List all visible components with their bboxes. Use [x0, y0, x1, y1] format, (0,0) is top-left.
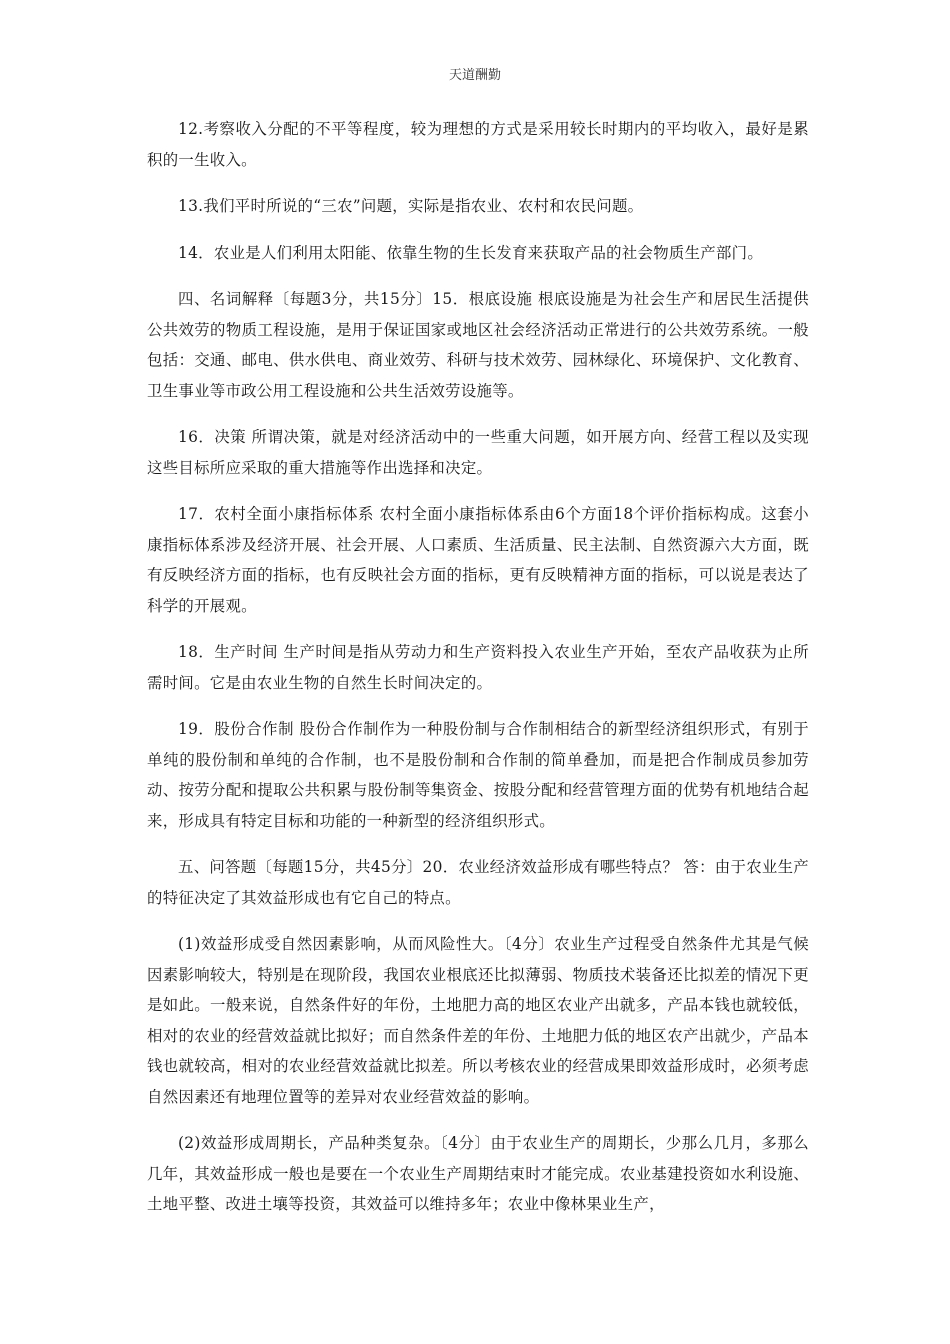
paragraph-section-five: 五、问答题〔每题15分，共45分〕20．农业经济效益形成有哪些特点？ 答：由于农业生产的特征决定了其效益形成也有它自己的特点。 [147, 858, 809, 907]
paragraph-18: 18．生产时间 生产时间是指从劳动力和生产资料投入农业生产开始，至农产品收获为止所需时间。它是由农业生物的自然生长时间决定的。 [147, 643, 809, 692]
paragraph-point-1: (1)效益形成受自然因素影响，从而风险性大。〔4分〕农业生产过程受自然条件尤其是气候因素影响较大，特别是在现阶段，我国农业根底还比拟薄弱、物质技术装备还比拟差的情况下更是如此。一般来说，自然条件好的年份，土地肥力高的地区农业产出就多，产品本钱也就较低，相对的农业的经营效益就比拟好；而自然条件差的年份、土地肥力低的地区农产出就少，产品本钱也就较高，相对的农业经营效益就比拟差。所以考核农业的经营成果即效益形成时，必须考虑自然因素还有地理位置等的差异对农业经营效益的影响。 [147, 935, 809, 1106]
paragraph-19: 19．股份合作制 股份合作制作为一种股份制与合作制相结合的新型经济组织形式，有别于单纯的股份制和单纯的合作制，也不是股份制和合作制的简单叠加，而是把合作制成员参加劳动、按劳分配和提取公共积累与股份制等集资金、按股分配和经营管理方面的优势有机地结合起来，形成具有特定目标和功能的一种新型的经济组织形式。 [147, 720, 809, 830]
paragraph-14: 14．农业是人们利用太阳能、依靠生物的生长发育来获取产品的社会物质生产部门。 [178, 243, 764, 262]
paragraph-13: 13.我们平时所说的“三农”问题，实际是指农业、农村和农民问题。 [178, 197, 644, 215]
paragraph-point-2: (2)效益形成周期长，产品种类复杂。〔4分〕由于农业生产的周期长，少那么几月，多那么几年，其效益形成一般也是要在一个农业生产周期结束时才能完成。农业基建投资如水利设施、土地平整、改进土壤等投资，其效益可以维持多年；农业中像林果业生产， [147, 1134, 809, 1213]
page-header: 天道酬勤 [448, 68, 501, 83]
paragraph-16: 16．决策 所谓决策，就是对经济活动中的一些重大问题，如开展方向、经营工程以及实现这些目标所应采取的重大措施等作出选择和决定。 [147, 428, 809, 477]
document-body [147, 114, 809, 1236]
paragraph-12: 12.考察收入分配的不平等程度，较为理想的方式是采用较长时期内的平均收入，最好是累积的一生收入。 [147, 120, 809, 169]
paragraph-17: 17．农村全面小康指标体系 农村全面小康指标体系由6个方面18个评价指标构成。这套小康指标体系涉及经济开展、社会开展、人口素质、生活质量、民主法制、自然资源六大方面，既有反映经济方面的指标，也有反映社会方面的指标，更有反映精神方面的指标，可以说是表达了科学的开展观。 [147, 505, 809, 615]
paragraph-section-four: 四、名词解释〔每题3分，共15分〕15．根底设施 根底设施是为社会生产和居民生活提供公共效劳的物质工程设施，是用于保证国家或地区社会经济活动正常进行的公共效劳系统。一般包括：交通、邮电、供水供电、商业效劳、科研与技术效劳、园林绿化、环境保护、文化教育、卫生事业等市政公用工程设施和公共生活效劳设施等。 [147, 290, 809, 400]
